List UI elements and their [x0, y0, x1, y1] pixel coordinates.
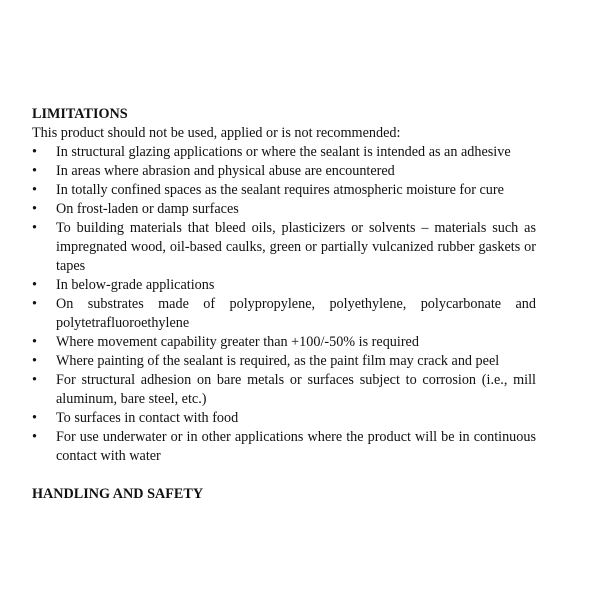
list-item [32, 219, 536, 276]
bullet-icon: • [32, 296, 37, 312]
bullet-icon: • [32, 182, 37, 198]
handling-safety-heading: HANDLING AND SAFETY [32, 486, 204, 502]
list-item [32, 276, 536, 295]
list-item [32, 333, 536, 352]
list-item-text: On frost-laden or damp surfaces [56, 201, 239, 217]
list-item [32, 428, 536, 466]
list-item-text: To building materials that bleed oils, plasticizers or solvents – materials such as impregnated wood, oil-based caulks, green or partially vulcanized rubber gaskets or tapes [56, 220, 536, 274]
list-item [32, 352, 536, 371]
bullet-icon: • [32, 353, 37, 369]
list-item-text: For structural adhesion on bare metals or surfaces subject to corrosion (i.e., mill aluminum, bare steel, etc.) [56, 372, 536, 407]
list-item [32, 162, 536, 181]
list-item-text: Where movement capability greater than +100/-50% is required [56, 334, 419, 350]
list-item-text: In structural glazing applications or where the sealant is intended as an adhesive [56, 144, 511, 160]
limitations-list [32, 143, 536, 466]
list-item [32, 295, 536, 333]
list-item-text: On substrates made of polypropylene, polyethylene, polycarbonate and polytetrafluoroethylene [56, 296, 536, 331]
list-item-text: For use underwater or in other applications where the product will be in continuous contact with water [56, 429, 536, 464]
limitations-intro: This product should not be used, applied or is not recommended: [32, 125, 401, 141]
list-item [32, 409, 536, 428]
bullet-icon: • [32, 334, 37, 350]
bullet-icon: • [32, 220, 37, 236]
list-item-text: In totally confined spaces as the sealant requires atmospheric moisture for cure [56, 182, 504, 198]
bullet-icon: • [32, 163, 37, 179]
document-page [32, 105, 536, 504]
bullet-icon: • [32, 429, 37, 445]
bullet-icon: • [32, 372, 37, 388]
bullet-icon: • [32, 144, 37, 160]
list-item [32, 371, 536, 409]
list-item-text: To surfaces in contact with food [56, 410, 239, 426]
bullet-icon: • [32, 410, 37, 426]
list-item [32, 181, 536, 200]
list-item-text: In areas where abrasion and physical abuse are encountered [56, 163, 395, 179]
list-item-text: In below-grade applications [56, 277, 215, 293]
limitations-heading: LIMITATIONS [32, 106, 128, 122]
list-item [32, 200, 536, 219]
list-item [32, 143, 536, 162]
list-item-text: Where painting of the sealant is required, as the paint film may crack and peel [56, 353, 500, 369]
bullet-icon: • [32, 277, 37, 293]
bullet-icon: • [32, 201, 37, 217]
